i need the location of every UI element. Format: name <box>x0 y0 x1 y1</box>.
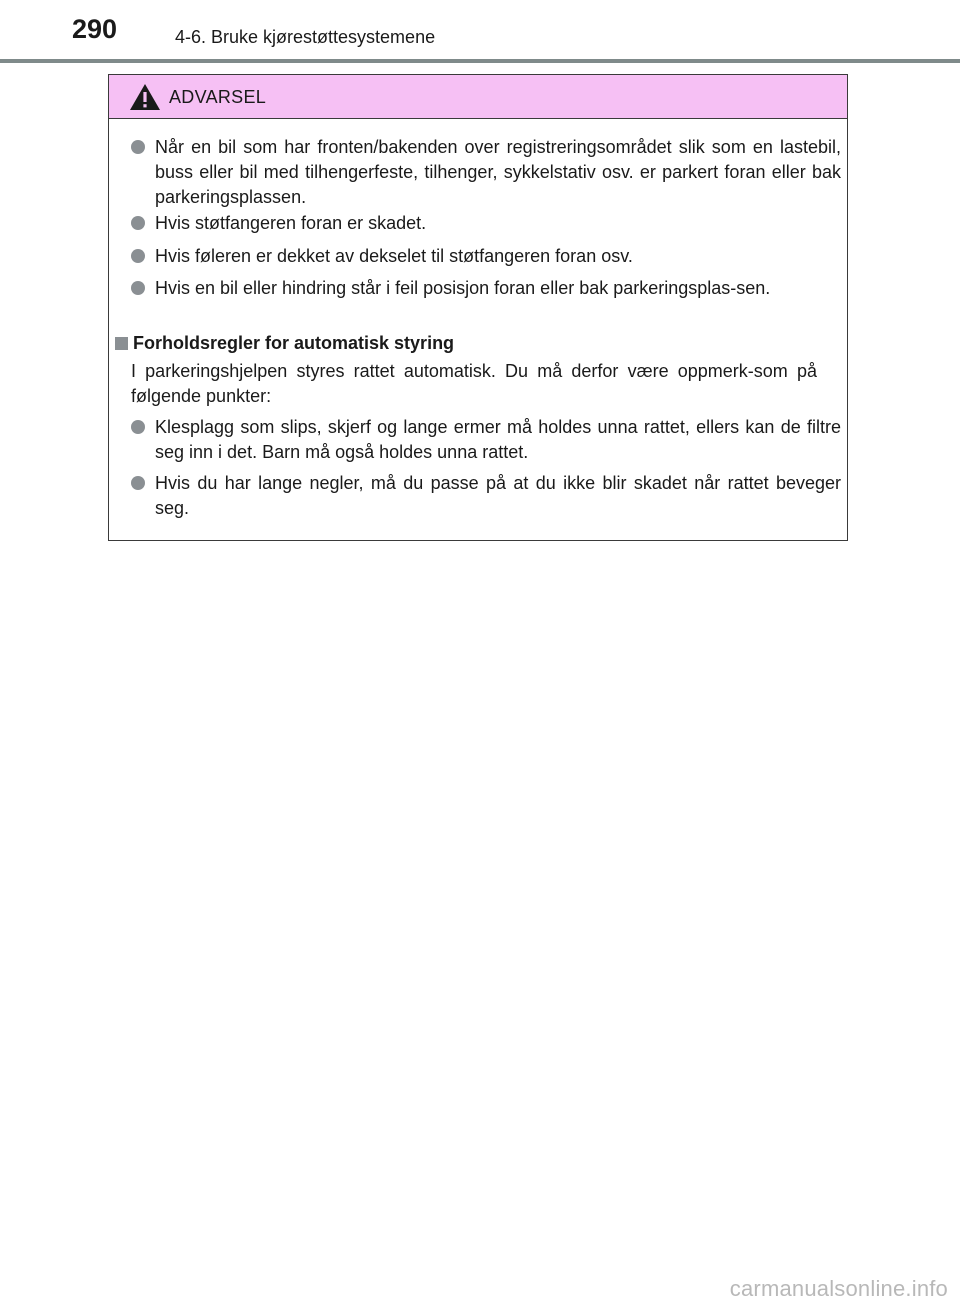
warning-title: ADVARSEL <box>169 87 267 107</box>
warning-triangle-icon <box>129 83 161 111</box>
list-item-text: Hvis føleren er dekket av dekselet til støtfangeren foran osv. <box>155 246 633 266</box>
bullet-icon <box>131 216 145 230</box>
paragraph: I parkeringshjelpen styres rattet automatisk. Du må derfor være oppmerk-som på følgende punkter: <box>131 361 817 406</box>
list-item <box>131 276 841 301</box>
watermark: carmanualsonline.info <box>729 1276 948 1301</box>
page-header <box>0 0 960 47</box>
bullet-icon <box>131 140 145 154</box>
warning-box <box>108 74 848 541</box>
list-item <box>131 415 841 465</box>
subheading-text: Forholdsregler for automatisk styring <box>133 333 455 353</box>
list-item <box>131 244 841 269</box>
list-item <box>131 135 841 210</box>
section-title: 4-6. Bruke kjørestøttesystemene <box>175 27 436 47</box>
list-item-text: Klesplagg som slips, skjerf og lange ermer må holdes unna rattet, ellers kan de filtre seg inn i det. Barn må også holdes unna rattet. <box>155 417 841 462</box>
square-bullet-icon <box>115 337 128 350</box>
list-item-text: Hvis støtfangeren foran er skadet. <box>155 213 427 233</box>
list-item-text: Hvis en bil eller hindring står i feil posisjon foran eller bak parkeringsplas-sen. <box>155 278 771 298</box>
list-item-text: Når en bil som har fronten/bakenden over registreringsområdet slik som en lastebil, buss eller bil med tilhengerfeste, tilhenger, sykkelstativ osv. er parkert foran eller bak parkeringsplassen. <box>155 137 841 207</box>
list-item <box>131 471 841 521</box>
list-item <box>131 211 841 236</box>
list-item-text: Hvis du har lange negler, må du passe på at du ikke blir skadet når rattet beveger seg. <box>155 473 841 518</box>
bullet-icon <box>131 420 145 434</box>
bullet-icon <box>131 476 145 490</box>
bullet-icon <box>131 281 145 295</box>
subheading <box>131 331 454 356</box>
warning-header <box>109 75 847 119</box>
bullet-icon <box>131 249 145 263</box>
page-number: 290 <box>72 14 118 44</box>
header-rule <box>0 59 960 63</box>
